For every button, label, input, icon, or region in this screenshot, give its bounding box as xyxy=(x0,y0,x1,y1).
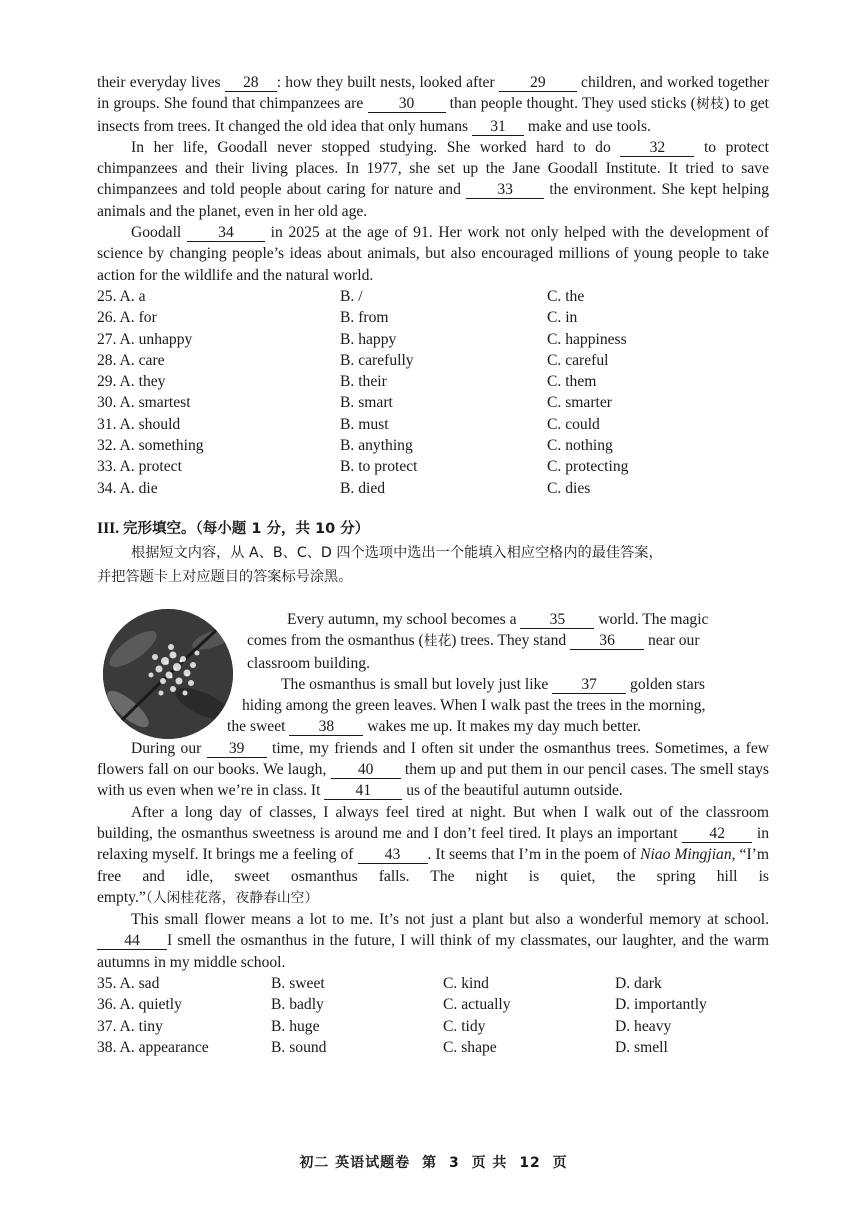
option-34-c[interactable]: C. dies xyxy=(547,479,591,497)
option-row-30: 30. A. smartest B. smart C. smarter xyxy=(97,392,769,413)
option-27-b[interactable]: B. happy xyxy=(340,330,397,348)
option-38-a[interactable]: A. appearance xyxy=(119,1038,209,1056)
option-36-d[interactable]: D. importantly xyxy=(615,996,707,1014)
option-row-35: 35. A. sad B. sweet C. kind D. dark xyxy=(97,973,769,994)
section-instruction-line-2: 并把答题卡上对应题目的答案标号涂黑。 xyxy=(97,568,353,585)
option-25-c[interactable]: C. the xyxy=(547,287,585,305)
story-line-1: Every autumn, my school becomes a 35 world. The magic xyxy=(287,610,709,628)
option-26-b[interactable]: B. from xyxy=(340,309,389,327)
story-paragraph-4: This small flower means a lot to me. It’s not just a plant but also a wonderful memory at school.44 I smell the osmanthus in the future, I will think of my classmates, our laughter, and the warm autumns in my middle school. xyxy=(97,911,769,971)
option-row-29: 29. A. they B. their C. them xyxy=(97,371,769,392)
option-29-a[interactable]: A. they xyxy=(119,373,166,391)
blank-35[interactable]: 35 xyxy=(520,611,594,629)
option-34-a[interactable]: A. die xyxy=(119,479,158,497)
options-list-part3 xyxy=(97,973,769,1058)
option-28-c[interactable]: C. careful xyxy=(547,351,609,369)
story-paragraph-3: After a long day of classes, I always feel tired at night. But when I walk out of the classroom building, the osmanthus sweetness is around me and I don’t feel tired. It plays an important 42 in relaxing myself. It brings me a feeling of 43 . It seems that I’m in the poem of Niao Mingjian, “I’m free and idle, sweet osmanthus falls. The night is quiet, the spring hill is empty.”（人闲桂花落，夜静春山空） xyxy=(97,803,770,906)
option-32-b[interactable]: B. anything xyxy=(340,437,413,455)
option-row-36: 36. A. quietly B. badly C. actually D. importantly xyxy=(97,994,769,1015)
option-36-b[interactable]: B. badly xyxy=(271,996,324,1014)
blank-36[interactable]: 36 xyxy=(570,632,644,650)
option-25-b[interactable]: B. / xyxy=(340,287,363,305)
osmanthus-photo xyxy=(103,609,233,739)
option-38-d[interactable]: D. smell xyxy=(615,1038,668,1056)
option-34-b[interactable]: B. died xyxy=(340,479,386,497)
option-row-26: 26. A. for B. from C. in xyxy=(97,307,769,328)
option-32-a[interactable]: A. something xyxy=(119,437,204,455)
blank-32[interactable]: 32 xyxy=(620,139,694,157)
option-35-d[interactable]: D. dark xyxy=(615,974,662,992)
blank-40[interactable]: 40 xyxy=(331,761,401,779)
option-35-c[interactable]: C. kind xyxy=(443,974,489,992)
option-row-25: 25. A. a B. / C. the xyxy=(97,286,769,307)
option-row-27: 27. A. unhappy B. happy C. happiness xyxy=(97,329,769,350)
option-31-a[interactable]: A. should xyxy=(119,415,181,433)
blank-43[interactable]: 43 xyxy=(358,846,428,864)
option-row-38: 38. A. appearance B. sound C. shape D. smell xyxy=(97,1037,769,1058)
option-35-a[interactable]: A. sad xyxy=(119,974,160,992)
osmanthus-flower-image xyxy=(103,609,233,739)
option-row-37: 37. A. tiny B. huge C. tidy D. heavy xyxy=(97,1016,769,1037)
blank-31[interactable]: 31 xyxy=(472,118,524,136)
blank-42[interactable]: 42 xyxy=(682,825,752,843)
blank-39[interactable]: 39 xyxy=(207,740,267,758)
option-38-c[interactable]: C. shape xyxy=(443,1038,497,1056)
blank-34[interactable]: 34 xyxy=(187,224,265,242)
blank-28[interactable]: 28 xyxy=(225,74,277,92)
option-37-a[interactable]: A. tiny xyxy=(119,1017,163,1035)
page-footer: 初二 英语试题卷 第 3 页 共 12 页 xyxy=(299,1155,568,1171)
blank-37[interactable]: 37 xyxy=(552,676,626,694)
blank-30[interactable]: 30 xyxy=(368,95,446,113)
option-31-c[interactable]: C. could xyxy=(547,415,600,433)
section-title: III. 完形填空。（每小题 1 分，共 10 分） xyxy=(97,519,370,537)
cloze-passage xyxy=(97,609,769,973)
option-25-a[interactable]: A. a xyxy=(119,287,146,305)
option-29-b[interactable]: B. their xyxy=(340,373,387,391)
blank-41[interactable]: 41 xyxy=(324,782,402,800)
option-27-c[interactable]: C. happiness xyxy=(547,330,627,348)
section-instruction-line-1: 根据短文内容，从 A、B、C、D 四个选项中选出一个能填入相应空格内的最佳答案， xyxy=(131,544,663,561)
option-36-c[interactable]: C. actually xyxy=(443,996,511,1014)
option-row-28: 28. A. care B. carefully C. careful xyxy=(97,350,769,371)
story-line-2: comes from the osmanthus (桂花) trees. They stand 36 near our xyxy=(247,632,700,650)
passage-paragraph-2: In her life, Goodall never stopped studying. She worked hard to do 32 to protect chimpanzees and their living places. In 1977, she set up the Jane Goodall Institute. It tried to save chimpanzees and told people about caring for nature and 33 the environment. She kept helping animals and the planet, even in her old age. xyxy=(97,138,769,220)
option-29-c[interactable]: C. them xyxy=(547,373,597,391)
option-28-b[interactable]: B. carefully xyxy=(340,351,414,369)
option-36-a[interactable]: A. quietly xyxy=(119,996,182,1014)
blank-29[interactable]: 29 xyxy=(499,74,577,92)
option-28-a[interactable]: A. care xyxy=(119,351,165,369)
exam-page xyxy=(97,72,769,1058)
option-30-c[interactable]: C. smarter xyxy=(547,394,612,412)
option-26-a[interactable]: A. for xyxy=(119,309,157,327)
option-33-c[interactable]: C. protecting xyxy=(547,458,629,476)
option-32-c[interactable]: C. nothing xyxy=(547,437,613,455)
option-30-a[interactable]: A. smartest xyxy=(119,394,191,412)
option-37-b[interactable]: B. huge xyxy=(271,1017,320,1035)
option-row-31: 31. A. should B. must C. could xyxy=(97,414,769,435)
page-number: 3 xyxy=(448,1155,460,1171)
blank-38[interactable]: 38 xyxy=(289,718,363,736)
option-33-b[interactable]: B. to protect xyxy=(340,458,418,476)
story-paragraph-2: During our 39 time, my friends and I often sit under the osmanthus trees. Sometimes, a few flowers fall on our books. We laugh, 40 them up and put them in our pencil cases. The smell stays with us even when we’re in class. It 41 us of the beautiful autumn outside. xyxy=(97,739,769,800)
option-31-b[interactable]: B. must xyxy=(340,415,389,433)
option-33-a[interactable]: A. protect xyxy=(119,458,182,476)
options-list-part2 xyxy=(97,286,769,499)
option-26-c[interactable]: C. in xyxy=(547,309,578,327)
story-line-6: the sweet 38 wakes me up. It makes my day much better. xyxy=(227,718,641,736)
option-38-b[interactable]: B. sound xyxy=(271,1038,327,1056)
option-row-32: 32. A. something B. anything C. nothing xyxy=(97,435,769,456)
option-37-c[interactable]: C. tidy xyxy=(443,1017,486,1035)
blank-44[interactable]: 44 xyxy=(97,932,167,950)
passage-paragraph-3: Goodall 34 in 2025 at the age of 91. Her work not only helped with the development of science by changing people’s ideas about animals, but also encouraged millions of young people to take action for the wildlife and the natural world. xyxy=(97,224,769,284)
option-35-b[interactable]: B. sweet xyxy=(271,974,325,992)
blank-33[interactable]: 33 xyxy=(466,181,544,199)
story-line-4: The osmanthus is small but lovely just like 37 golden stars xyxy=(281,675,705,693)
option-27-a[interactable]: A. unhappy xyxy=(119,330,193,348)
total-pages: 12 xyxy=(519,1155,541,1171)
story-line-5: hiding among the green leaves. When I walk past the trees in the morning, xyxy=(242,697,706,715)
option-row-33: 33. A. protect B. to protect C. protecting xyxy=(97,456,769,477)
passage-paragraph-1: their everyday lives 28 : how they built nests, looked after 29 children, and worked together in groups. She found that chimpanzees are 30 than people thought. They used sticks (树枝) to get insects from trees. It changed the old idea that only humans 31 make and use tools. xyxy=(97,74,770,135)
option-row-34: 34. A. die B. died C. dies xyxy=(97,478,769,499)
option-30-b[interactable]: B. smart xyxy=(340,394,393,412)
option-37-d[interactable]: D. heavy xyxy=(615,1017,672,1035)
story-line-3: classroom building. xyxy=(247,654,371,672)
